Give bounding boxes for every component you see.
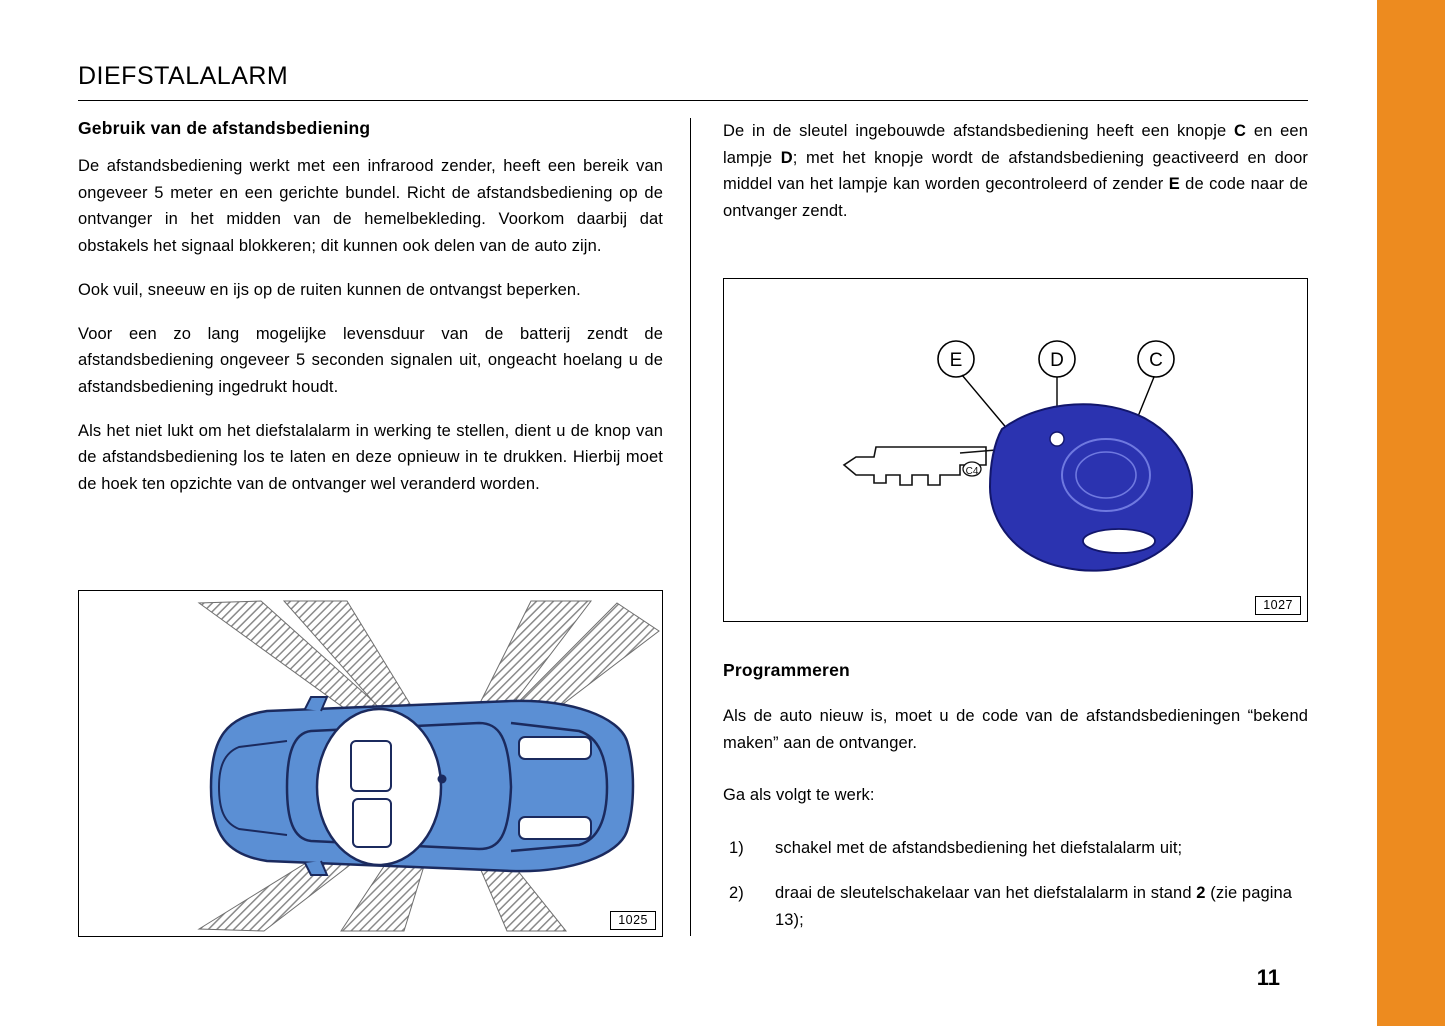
svg-text:D: D: [1050, 350, 1064, 371]
left-paragraph-1: De afstandsbediening werkt met een infrarood zender, heeft een bereik van ongeveer 5 meter en een gerichte bundel. Richt de afstandsbediening op de ontvanger in het midden van de hemelbekleding. Voorkom daarbij dat obstakels het signaal blokkeren; dit kunnen ook delen van de auto zijn.: [78, 157, 663, 256]
left-heading: Gebruik van de afstandsbediening: [78, 118, 371, 138]
intro-text-e: ; met het knopje wordt de afstandsbediening geactiveerd en door middel van het lampje kan worden gecontroleerd of zender: [723, 148, 1309, 194]
step-text-2a: draai de sleutelschakelaar van het diefstalalarm in stand: [775, 883, 1197, 902]
programmeren-paragraph-1: Als de auto nieuw is, moet u de code van de afstandsbedieningen “bekend maken” aan de ontvanger.: [723, 707, 1308, 752]
step-number-1: 1): [729, 839, 744, 858]
programmeren-paragraph-2: Ga als volgt te werk:: [723, 786, 875, 805]
key-diagram-svg: [724, 279, 1307, 621]
left-paragraph-4: Als het niet lukt om het diefstalalarm in werking te stellen, dient u de knop van de afstandsbediening los te laten en deze opnieuw in te drukken. Hierbij moet de hoek ten opzichte van de ontvanger wel veranderd worden.: [78, 421, 663, 494]
right-column-lower: [723, 660, 1308, 951]
title-divider: [78, 100, 1308, 101]
intro-text-c: en een lampje: [723, 122, 1308, 167]
svg-text:C4: C4: [965, 466, 979, 477]
programmeren-heading: Programmeren: [723, 660, 850, 680]
intro-text-g: de code naar de ontvanger zendt.: [723, 175, 1308, 221]
svg-text:E: E: [949, 350, 963, 371]
figure-car-diagram: [78, 590, 663, 937]
orange-edge-bar: [1377, 0, 1445, 1026]
list-item: [723, 835, 1308, 862]
figure-key-diagram: [723, 278, 1308, 622]
left-paragraph-3: Voor een zo lang mogelijke levensduur van de batterij zendt de afstandsbediening ongeveer 5 seconden signalen uit, ongeacht hoelang u de afstandsbediening ingedrukt houdt.: [78, 324, 663, 397]
car-diagram-svg: [79, 591, 662, 936]
step-bold-2: 2: [1196, 883, 1206, 902]
page-number: 11: [1256, 965, 1280, 990]
right-intro-paragraph: [723, 118, 1308, 225]
figure-key-number: 1027: [1255, 596, 1301, 615]
intro-text-a: De in de sleutel ingebouwde afstandsbediening heeft een knopje: [723, 122, 1235, 140]
page-title: DIEFSTALALARM: [78, 62, 289, 90]
label-d-inline: D: [780, 148, 793, 167]
right-column: [723, 118, 1308, 225]
left-paragraph-2: Ook vuil, sneeuw en ijs op de ruiten kunnen de ontvangst beperken.: [78, 280, 581, 299]
label-e-inline: E: [1168, 175, 1180, 194]
figure-car-number: 1025: [610, 911, 656, 930]
step-text-1: schakel met de afstandsbediening het diefstalalarm uit;: [775, 839, 1183, 858]
label-c-inline: C: [1234, 122, 1247, 140]
column-divider: [690, 118, 691, 936]
programmeren-steps: [723, 835, 1308, 933]
left-column: [78, 118, 663, 498]
step-text-2b: (zie pagina 13);: [775, 883, 1293, 929]
list-item: [723, 880, 1308, 933]
svg-text:C: C: [1149, 350, 1163, 371]
step-number-2: 2): [729, 883, 744, 902]
